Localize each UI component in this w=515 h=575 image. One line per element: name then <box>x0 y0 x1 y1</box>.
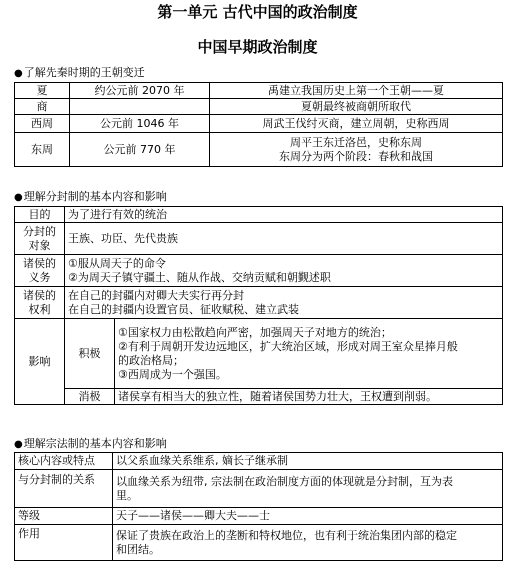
row-value: 以父系血缘关系维系, 嫡长子继承制 <box>113 453 503 470</box>
event-line: 东周分为两个阶段：春秋和战国 <box>279 149 433 163</box>
dynasty-cell: 西周 <box>15 115 70 133</box>
bullet-icon: ● <box>14 439 23 450</box>
table-row <box>15 133 503 167</box>
table-row <box>15 470 503 508</box>
event-line: 周平王东迁洛邑，史称东周 <box>290 135 422 149</box>
table-row <box>15 389 503 405</box>
row-label: 核心内容或特点 <box>15 453 113 470</box>
section3-heading-text: 理解宗法制的基本内容和影响 <box>23 437 167 450</box>
dynasty-cell: 夏 <box>15 83 70 99</box>
table-row <box>15 99 503 115</box>
row-value: 保证了贵族在政治上的垄断和特权地位，也有利于统治集团内部的稳定 和团结。 <box>113 525 503 561</box>
table-row <box>15 287 503 319</box>
rights-value: 在自己的封疆内对卿大夫实行再分封 在自己的封疆内设置官员、征收赋税、建立武装 <box>65 287 503 319</box>
row-value: 以血缘关系为纽带, 宗法制在政治制度方面的体现就是分封制，互为表 里。 <box>113 470 503 508</box>
fengjian-table <box>14 206 503 405</box>
event-cell <box>210 83 503 99</box>
influence-label: 影响 <box>15 319 65 405</box>
table-row <box>15 453 503 470</box>
time-cell <box>70 99 210 115</box>
rights-label: 诸侯的 权利 <box>15 287 65 319</box>
table-row <box>15 207 503 223</box>
table-row <box>15 525 503 561</box>
section1-heading-text: 了解先秦时期的王朝变迁 <box>23 66 145 79</box>
objects-label: 分封的 对象 <box>15 223 65 255</box>
event-cell <box>210 115 503 133</box>
bullet-icon: ● <box>14 192 23 203</box>
section2-heading-text: 理解分封制的基本内容和影响 <box>23 190 167 203</box>
duties-value: ①服从周天子的命令 ②为周天子镇守疆土、随从作战、交纳贡赋和朝觐述职 <box>65 255 503 287</box>
dynasty-cell: 东周 <box>15 133 70 167</box>
table-row <box>15 319 503 389</box>
positive-label: 积极 <box>65 319 115 389</box>
lesson-title: 中国早期政治制度 <box>197 38 318 56</box>
row-value: 天子——诸侯——卿大夫——士 <box>113 508 503 525</box>
unit-title: 第一单元 古代中国的政治制度 <box>157 3 358 21</box>
dynasty-table <box>14 82 503 167</box>
event-line: 禹建立我国历史上第一个王朝——夏 <box>268 83 444 97</box>
section3-heading <box>14 437 167 452</box>
event-cell <box>210 133 503 167</box>
zongfa-table <box>14 452 503 561</box>
purpose-label: 目的 <box>15 207 65 223</box>
objects-value: 王族、功臣、先代贵族 <box>65 223 503 255</box>
event-line: 周武王伐纣灭商，建立周朝，史称西周 <box>262 116 450 130</box>
duties-label: 诸侯的 义务 <box>15 255 65 287</box>
event-cell <box>210 99 503 115</box>
negative-label: 消极 <box>65 389 115 405</box>
table-row <box>15 115 503 133</box>
time-cell: 公元前 1046 年 <box>70 115 210 133</box>
table-row <box>15 508 503 525</box>
dynasty-cell: 商 <box>15 99 70 115</box>
row-label: 作用 <box>15 525 113 561</box>
row-label: 与分封制的关系 <box>15 470 113 508</box>
section2-heading <box>14 190 167 205</box>
time-cell: 公元前 770 年 <box>70 133 210 167</box>
time-cell: 约公元前 2070 年 <box>70 83 210 99</box>
table-row <box>15 83 503 99</box>
table-row <box>15 255 503 287</box>
event-line: 夏朝最终被商朝所取代 <box>301 99 411 113</box>
negative-value: 诸侯享有相当大的独立性，随着诸侯国势力壮大，王权遭到削弱。 <box>115 389 503 405</box>
table-row <box>15 223 503 255</box>
row-label: 等级 <box>15 508 113 525</box>
positive-value: ①国家权力由松散趋向严密，加强周天子对地方的统治； ②有利于周朝开发边远地区，扩大统治区域，形成对周王室众星捧月般 的政治格局； ③西周成为一个强国。 <box>115 319 503 389</box>
bullet-icon: ● <box>14 68 23 79</box>
purpose-value: 为了进行有效的统治 <box>65 207 503 223</box>
section1-heading <box>14 66 145 81</box>
